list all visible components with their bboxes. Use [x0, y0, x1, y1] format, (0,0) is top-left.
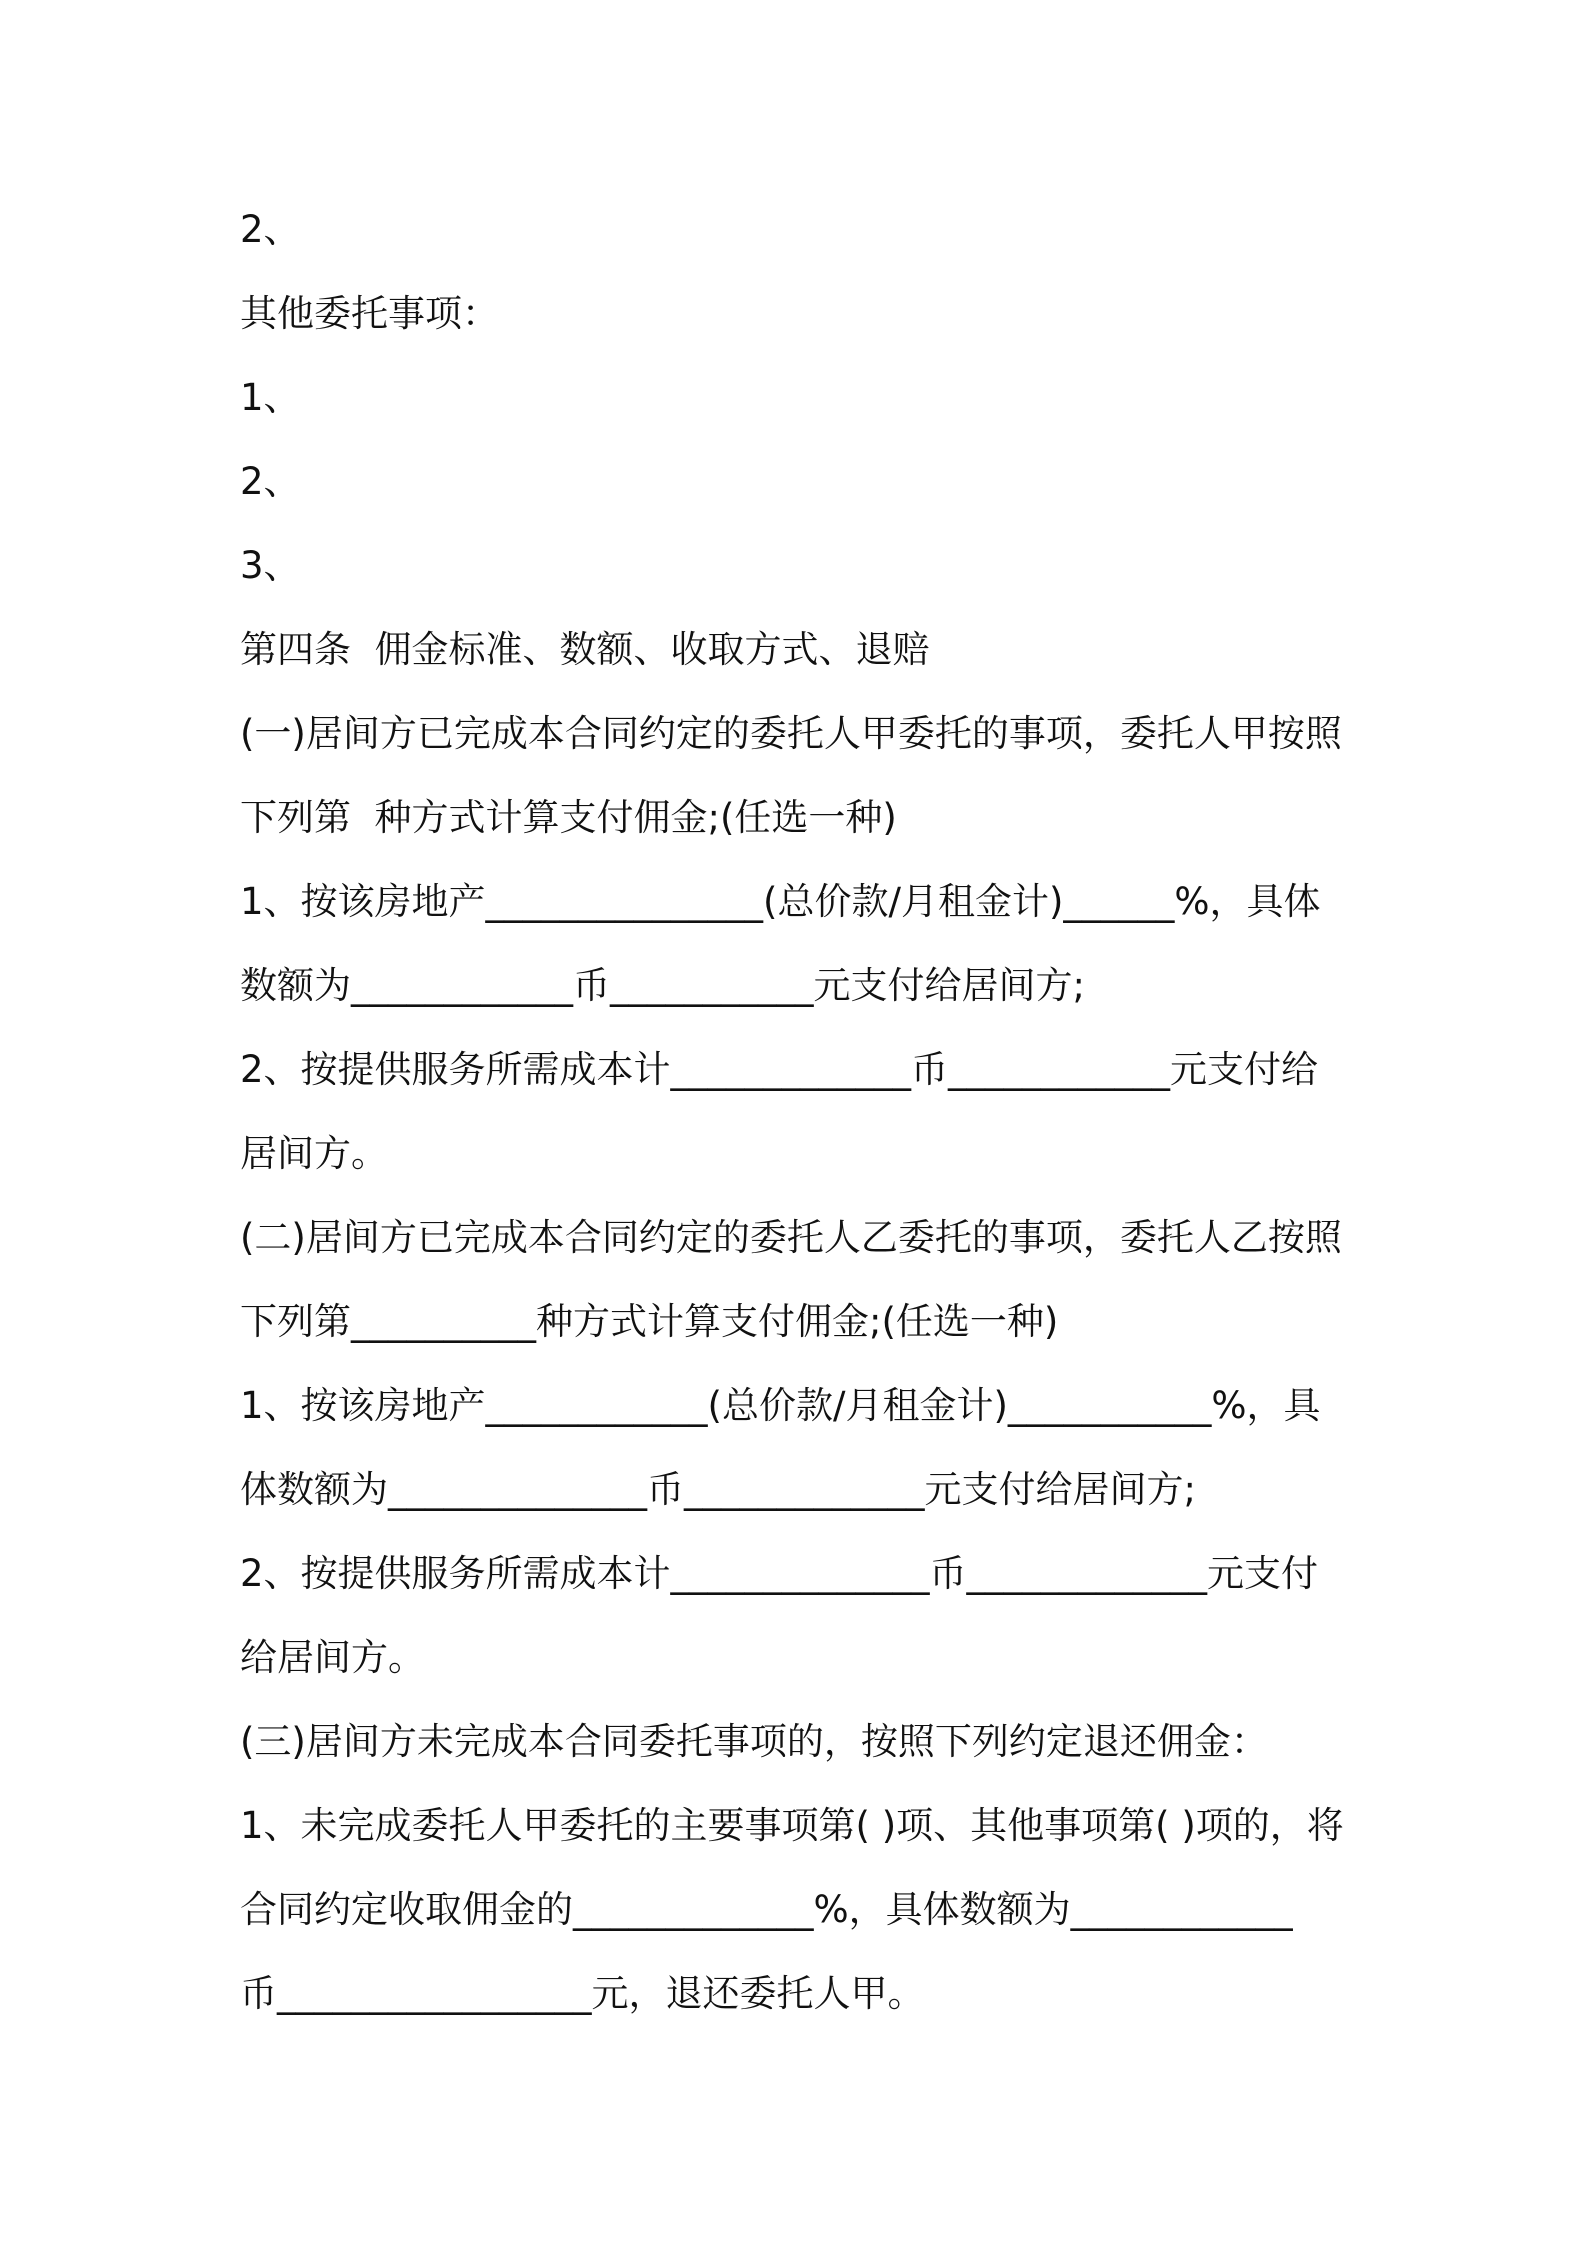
text-line: 2、	[240, 460, 301, 503]
text-line: (三)居间方未完成本合同委托事项的，按照下列约定退还佣金：	[240, 1720, 1268, 1763]
text-line: 1、	[240, 376, 301, 419]
article-heading: 第四条 佣金标准、数额、收取方式、退赔	[240, 628, 930, 671]
text-line: 币_________________元，退还委托人甲。	[240, 1972, 925, 2015]
text-line: 2、按提供服务所需成本计_____________币____________元支付给	[240, 1048, 1319, 1091]
text-line: 下列第__________种方式计算支付佣金;(任选一种)	[240, 1300, 1059, 1343]
text-line: (一)居间方已完成本合同约定的委托人甲委托的事项，委托人甲按照	[240, 712, 1342, 755]
text-line: 给居间方。	[240, 1636, 425, 1679]
section-heading: 其他委托事项：	[240, 292, 499, 335]
text-line: 体数额为______________币_____________元支付给居间方;	[240, 1468, 1196, 1511]
text-line: 1、按该房地产____________(总价款/月租金计)___________%，具	[240, 1384, 1321, 1427]
text-line: 合同约定收取佣金的_____________%，具体数额为____________	[240, 1888, 1293, 1931]
text-line: 2、按提供服务所需成本计______________币_____________元支付	[240, 1552, 1319, 1595]
text-line: 数额为____________币___________元支付给居间方;	[240, 964, 1085, 1007]
text-line: 1、未完成委托人甲委托的主要事项第( )项、其他事项第( )项的，将	[240, 1804, 1344, 1847]
text-line: (二)居间方已完成本合同约定的委托人乙委托的事项，委托人乙按照	[240, 1216, 1342, 1259]
text-line: 下列第 种方式计算支付佣金;(任选一种)	[240, 796, 897, 839]
text-line: 3、	[240, 544, 301, 587]
text-line: 1、按该房地产_______________(总价款/月租金计)______%，具体	[240, 880, 1321, 923]
text-line: 2、	[240, 208, 301, 251]
text-line: 居间方。	[240, 1132, 388, 1175]
